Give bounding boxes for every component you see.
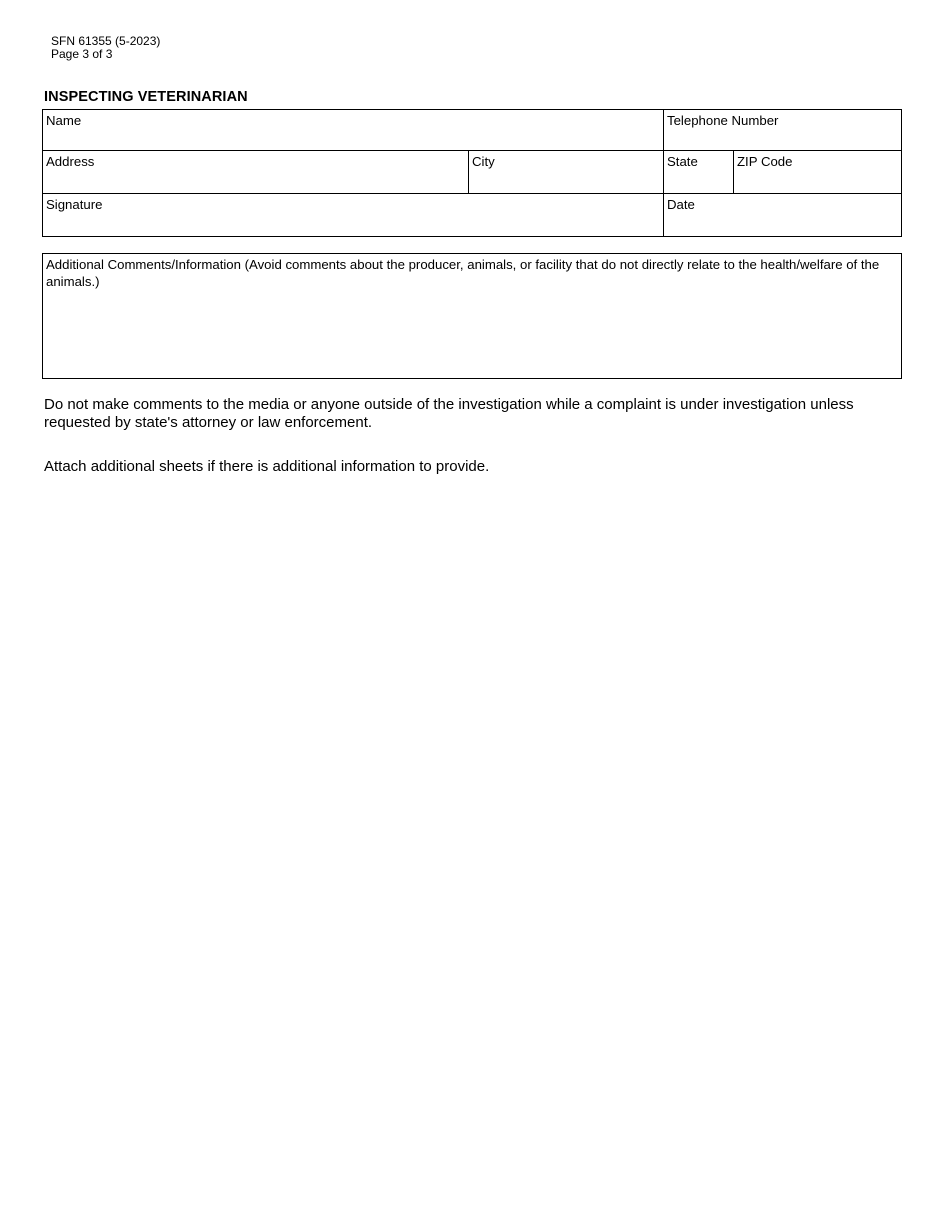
state-field[interactable] bbox=[663, 150, 735, 195]
telephone-label: Telephone Number bbox=[667, 113, 779, 128]
address-label: Address bbox=[46, 154, 95, 169]
city-field[interactable] bbox=[468, 150, 665, 195]
signature-label: Signature bbox=[46, 197, 103, 212]
date-label: Date bbox=[667, 197, 695, 212]
zip-label: ZIP Code bbox=[737, 154, 793, 169]
page-number: Page 3 of 3 bbox=[51, 47, 113, 61]
form-meta bbox=[51, 35, 160, 61]
media-notice: Do not make comments to the media or anyone outside of the investigation while a complaint is under investigation unless requested by state's attorney or law enforcement. bbox=[44, 396, 854, 431]
section-title: INSPECTING VETERINARIAN bbox=[44, 89, 248, 105]
name-label: Name bbox=[46, 113, 82, 128]
name-field[interactable] bbox=[42, 109, 665, 152]
attach-notice: Attach additional sheets if there is additional information to provide. bbox=[44, 458, 490, 475]
state-label: State bbox=[667, 154, 698, 169]
form-number: SFN 61355 (5-2023) bbox=[51, 34, 161, 48]
telephone-field[interactable] bbox=[663, 109, 902, 152]
comments-label: Additional Comments/Information (Avoid comments about the producer, animals, or facility that do not directly relate to the health/welfare of the animals.) bbox=[46, 257, 880, 289]
address-field[interactable] bbox=[42, 150, 470, 195]
zip-field[interactable] bbox=[733, 150, 902, 195]
signature-field[interactable] bbox=[42, 193, 665, 237]
date-field[interactable] bbox=[663, 193, 902, 237]
city-label: City bbox=[472, 154, 495, 169]
comments-field[interactable] bbox=[42, 253, 902, 379]
